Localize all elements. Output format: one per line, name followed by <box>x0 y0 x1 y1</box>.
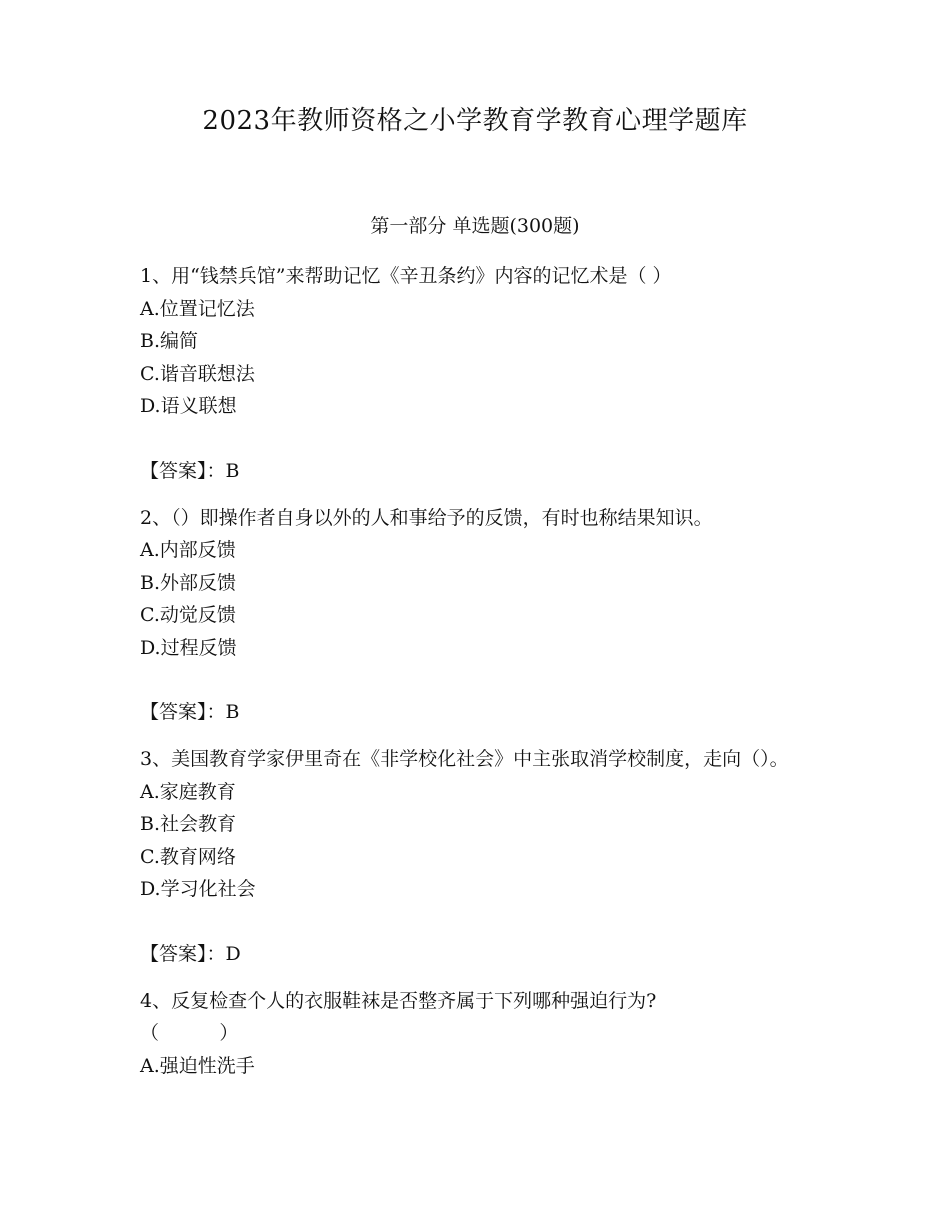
answer-blank-parentheses: （ ） <box>140 1022 239 1044</box>
question-stem: 3、美国教育学家伊里奇在《非学校化社会》中主张取消学校制度，走向（）。 <box>140 748 789 770</box>
option-d: D.语义联想 <box>140 395 237 417</box>
document-title: 2023年教师资格之小学教育学教育心理学题库 <box>202 106 748 136</box>
question-stem: 4、反复检查个人的衣服鞋袜是否整齐属于下列哪种强迫行为? <box>140 989 657 1012</box>
option-a: A.强迫性洗手 <box>140 1054 255 1077</box>
question-4 <box>140 985 820 1083</box>
option-b: B.外部反馈 <box>140 571 237 594</box>
option-a: A.位置记忆法 <box>140 297 255 320</box>
option-d: D.过程反馈 <box>140 636 237 659</box>
question-list <box>140 260 820 1082</box>
question-stem-blank <box>140 1017 820 1050</box>
option-c: C.教育网络 <box>140 845 236 868</box>
answer-line: 【答案】：D <box>140 942 241 965</box>
question-stem: 2、（）即操作者自身以外的人和事给予的反馈，有时也称结果知识。 <box>140 506 713 529</box>
option-c: C.谐音联想法 <box>140 362 255 385</box>
question-3 <box>140 743 820 970</box>
section-heading: 第一部分 单选题(300题) <box>370 215 580 237</box>
question-1 <box>140 260 820 487</box>
option-b: B.社会教育 <box>140 813 237 835</box>
option-d: D.学习化社会 <box>140 878 256 900</box>
question-stem: 1、用“钱禁兵馆”来帮助记忆《辛丑条约》内容的记忆术是（ ） <box>140 265 672 287</box>
option-c: C.动觉反馈 <box>140 604 236 626</box>
option-a: A.内部反馈 <box>140 539 236 561</box>
answer-line: 【答案】：B <box>140 701 240 723</box>
option-a: A.家庭教育 <box>140 780 236 803</box>
question-2 <box>140 502 820 729</box>
option-b: B.编简 <box>140 330 199 352</box>
answer-line: 【答案】：B <box>140 459 240 482</box>
